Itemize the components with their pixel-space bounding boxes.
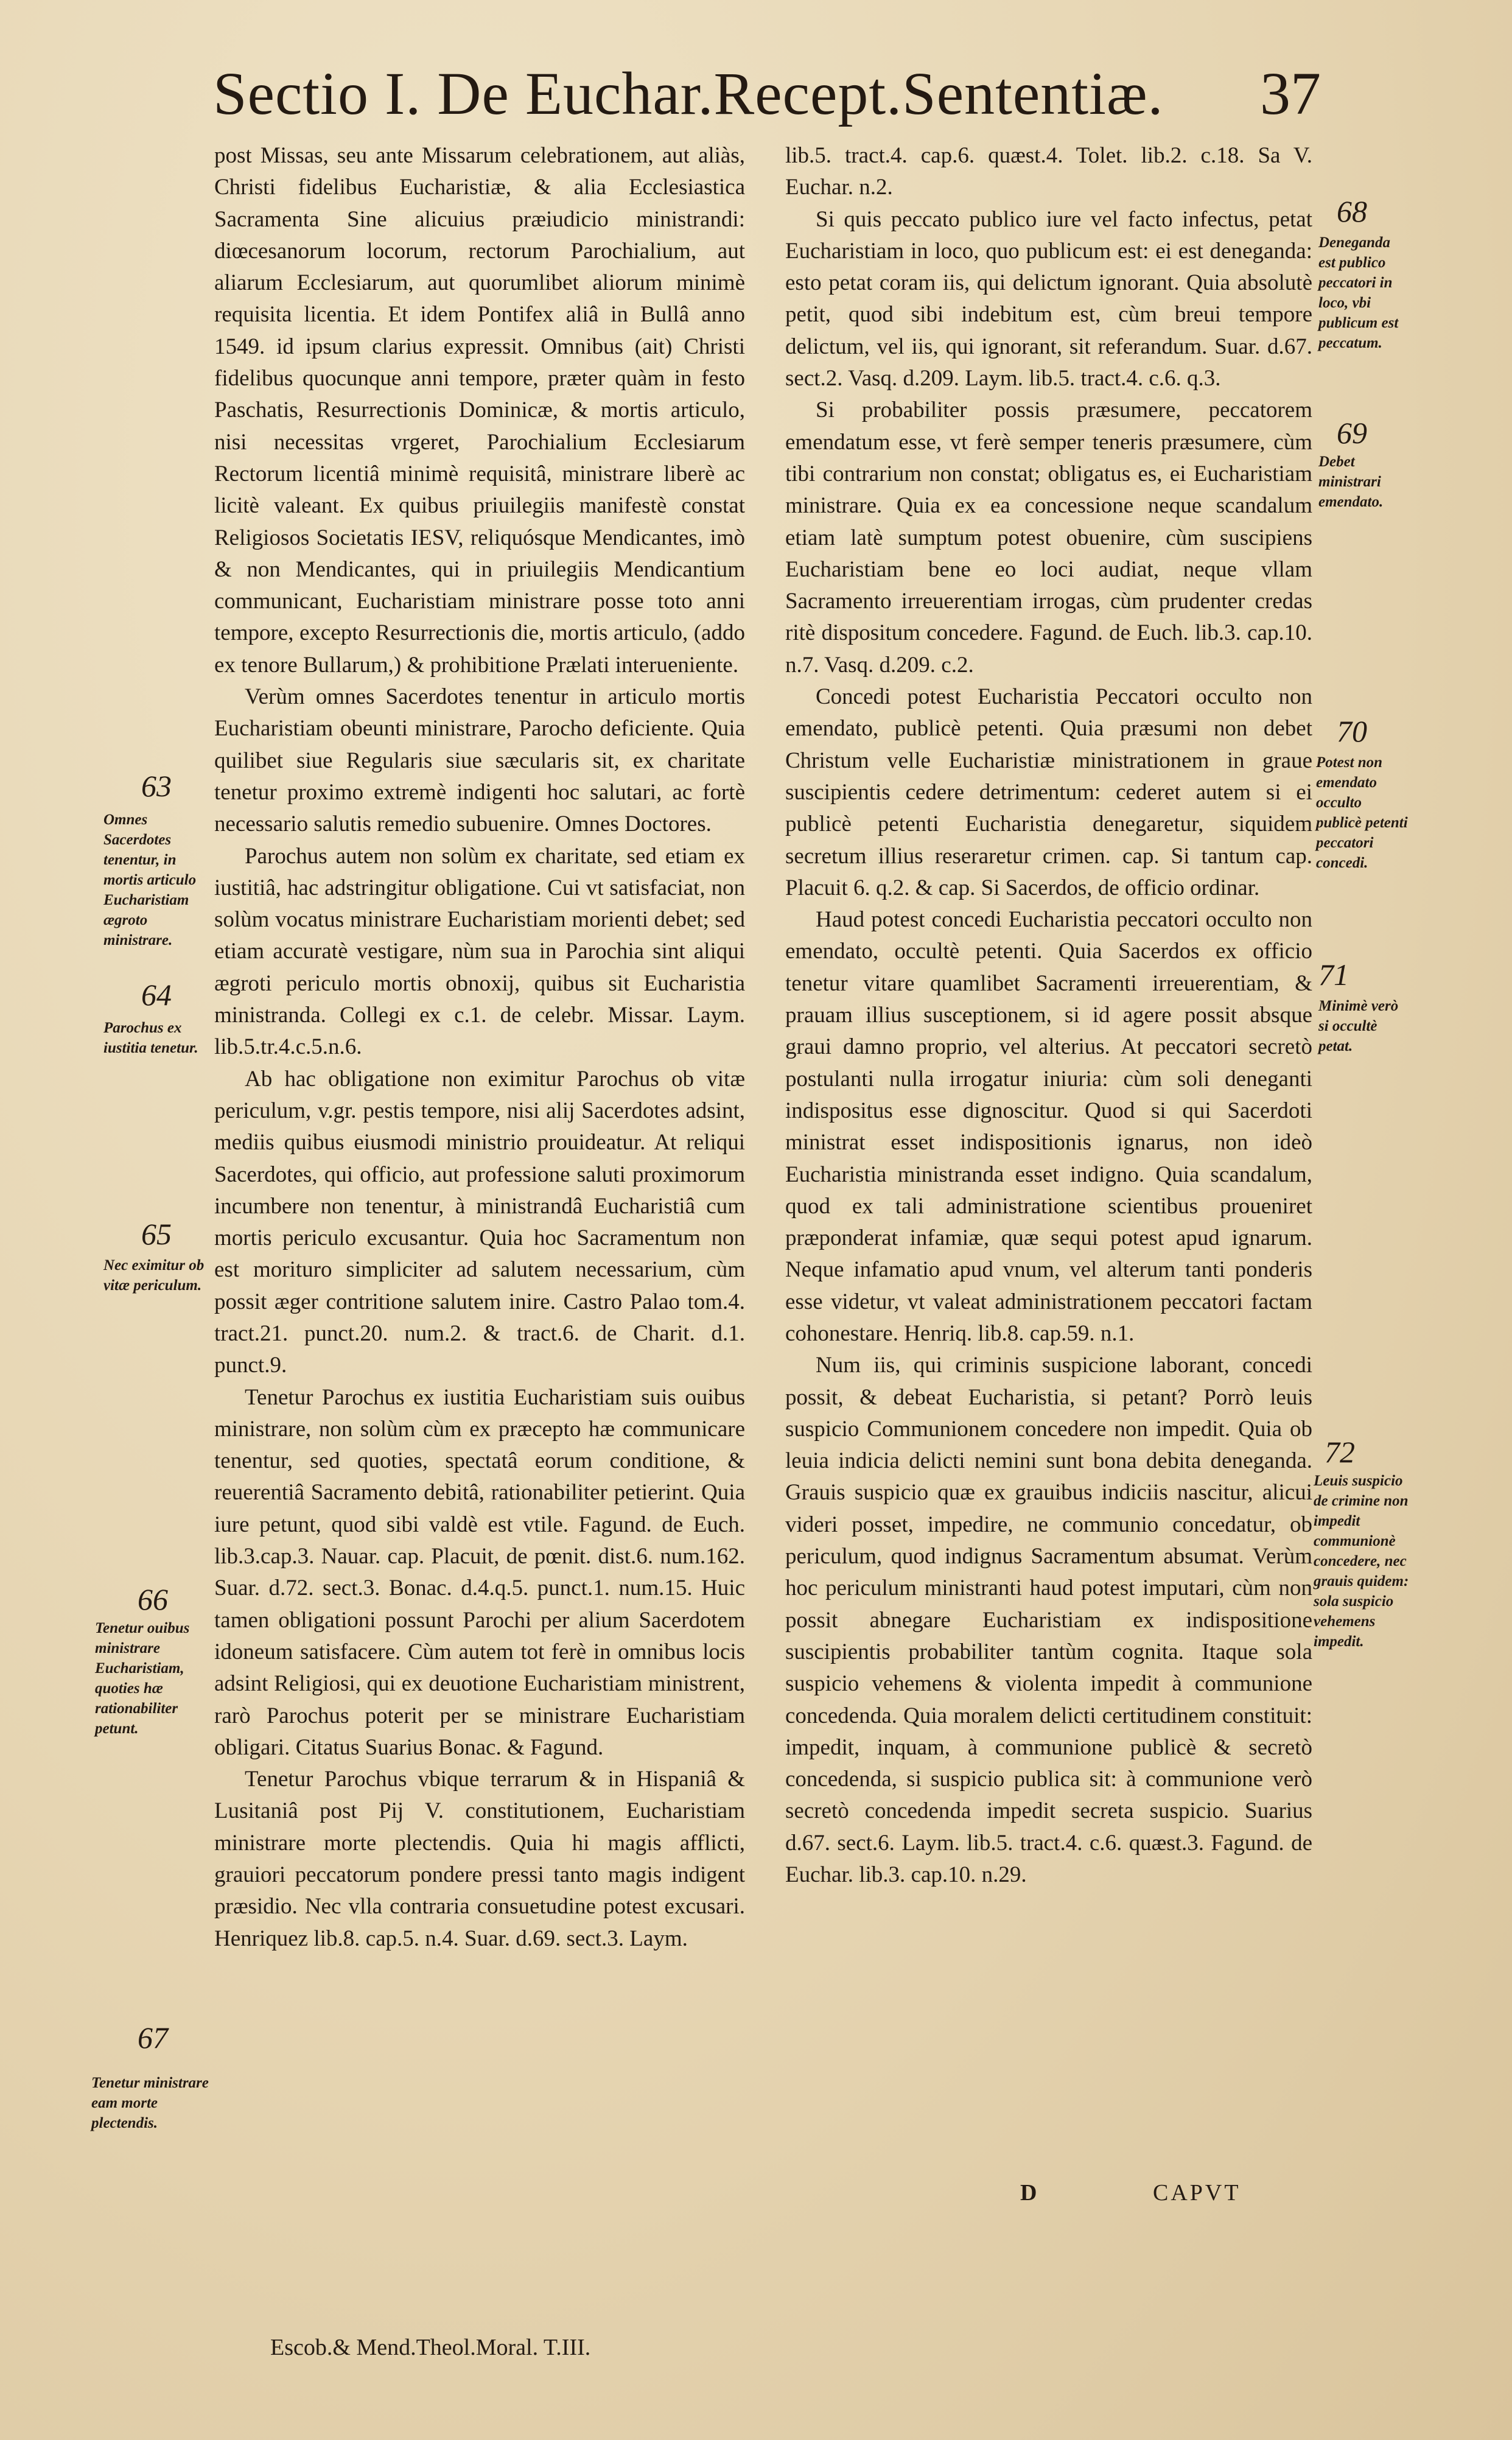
footer-continuation: Escob.& Mend.Theol.Moral. T.III. — [270, 2335, 591, 2360]
section-number: 71 — [1318, 958, 1349, 992]
paragraph: Num iis, qui criminis suspicione laborant, concedi possit, & debeat Eucharistia, si petant? Porrò leuis suspicio Communionem concedere non impedit. Quia ob leuia indicia delicti nemini sunt bona debita deneganda. Grauis suspicio quæ ex grauibus indiciis nascitur, alicui videri posset, impedire, ne communio concedatur, ob periculum, quod indignus Sacramentum absumat. Verùm hoc periculum ministranti haud potest imputari, cùm non possit abnegare Eucharistiam ex indispositione suscipientis probabiliter tantùm cognita. Itaque sola suspicio vehemens & violenta impedit à communione concedenda. Quia moralem delicti certitudinem constituit: impedit, inquam, à communione publicè & secretò concedenda, si suspicio publica sit: à communione verò secretò concedenda impedit secreta suspicio. Suarius d.67. sect.6. Laym. lib.5. tract.4. c.6. quæst.3. Fagund. de Euchar. lib.3. cap.10. n.29. — [785, 1353, 1312, 1888]
section-number: 70 — [1337, 714, 1367, 748]
section-number: 65 — [141, 1217, 172, 1251]
paragraph: lib.5. tract.4. cap.6. quæst.4. Tolet. lib.2. c.18. Sa V. Euchar. n.2. — [785, 143, 1312, 200]
running-title: Sectio I. De Euchar.Recept.Sententiæ. — [213, 60, 1164, 127]
margin-note: Potest non emendato occulto publicè petenti peccatori concedi. — [1316, 754, 1408, 871]
section-number: 72 — [1325, 1435, 1355, 1469]
paragraph: Tenetur Parochus vbique terrarum & in Hispaniâ & Lusitaniâ post Pij V. constitutionem, Eucharistiam ministrare morte plectendis. Quia hi magis afflicti, grauiori peccatorum pondere pressi tanto magis indigent præsidio. Nec vlla contraria consuetudine potest excusari. Henriquez lib.8. cap.5. n.4. Suar. d.69. sect.3. Laym. — [214, 1767, 745, 1951]
margin-note: Debet ministrari emendato. — [1318, 454, 1384, 510]
margin-note: Leuis suspicio de crimine non impedit communionè concedere, nec grauis quidem: sola suspicio vehemens impedit. — [1314, 1473, 1409, 1650]
paragraph: Ab hac obligatione non eximitur Parochus ob vitæ periculum, v.gr. pestis tempore, nisi alij Sacerdotes adsint, mediis quibus eiusmodi ministrio prouideatur. At reliqui Sacerdotes, qui officio, aut professione saluti proximorum incumbere non tenentur, à ministrandâ Eucharistiâ cum mortis periculo excusantur. Quia hoc Sacramentum non est morituro simpliciter ad salutem necessarium, cùm possit æger contritione salutem inire. Castro Palao tom.4. tract.21. punct.20. num.2. & tract.6. de Charit. d.1. punct.9. — [214, 1066, 745, 1378]
paragraph: Parochus autem non solùm ex charitate, sed etiam ex iustitiâ, hac adstringitur obligatione. Cui vt satisfaciat, non solùm vocatus ministrare Eucharistiam morienti debet; sed etiam accuratè vestigare, nùm sua in Parochia sint aliqui ægroti periculo mortis obnoxij, quibus sit Eucharistia ministranda. Collegi ex c.1. de celebr. Missar. Laym. lib.5.tr.4.c.5.n.6. — [214, 843, 745, 1060]
margin-note: Tenetur ouibus ministrare Eucharistiam, quoties hæ rationabiliter petunt. — [95, 1620, 190, 1737]
margin-note: Tenetur ministrare eam morte plectendis. — [91, 2075, 209, 2131]
paragraph: Haud potest concedi Eucharistia peccatori occulto non emendato, occultè petenti. Quia Sacerdos ex officio tenetur vitare quamlibet Sacramenti irreuerentiam, & prauam illius susceptionem, si id agere possit absque graui damno proprio, vel alterius. At peccatori secretò postulanti nulla irrogatur iniuria: cùm soli deneganti indispositus esse dignoscitur. Quod si qui Sacerdoti ministrat esset indispositionis ignarus, non ideò Eucharistia ministranda esset indigno. Quia scandalum, quod ex tali administratione scientibus proueniret præponderat infamiæ, quæ sequi potest apud ignarum. Neque infamatio apud vnum, vel alterum tanti ponderis esse videtur, vt valeat administrationem peccatori factam cohonestare. Henriq. lib.8. cap.59. n.1. — [785, 907, 1312, 1346]
paragraph: Verùm omnes Sacerdotes tenentur in articulo mortis Eucharistiam obeunti ministrare, Parocho deficiente. Quia quilibet siue Regularis siue sæcularis sit, ex charitate tenetur proximo extremè indigenti hoc salutari, ac fortè necessario salutis remedio subuenire. Omnes Doctores. — [214, 684, 745, 837]
margin-note: Omnes Sacerdotes tenentur, in mortis articulo Eucharistiam ægroto ministrare. — [103, 812, 197, 948]
page-number: 37 — [1260, 60, 1321, 127]
section-number: 63 — [141, 769, 172, 803]
margin-note: Deneganda est publico peccatori in loco, vbi publicum est peccatum. — [1318, 234, 1399, 351]
section-number: 66 — [138, 1582, 168, 1616]
paragraph: Tenetur Parochus ex iustitia Eucharistiam suis ouibus ministrare, non solùm cùm ex præcepto hæ communicare tenentur, sed quoties, spectatâ eorum conditione, & reuerentiâ Sacramento debitâ, rationabiliter petierint. Quia iure petunt, quod sibi valdè est vtile. Fagund. de Euch. lib.3.cap.3. Nauar. cap. Placuit, de pœnit. dist.6. num.162. Suar. d.72. sect.3. Bonac. d.4.q.5. punct.1. num.15. Huic tamen obligationi possunt Parochi per alium Sacerdotem idoneum satisfacere. Cùm autem tot ferè in omnibus locis adsint Religiosi, qui ex deuotione Eucharistiam ministrent, rarò Parochus poterit per se ministrare Eucharistiam obligari. Citatus Suarius Bonac. & Fagund. — [214, 1384, 745, 1760]
left-column — [214, 140, 745, 1955]
paragraph: post Missas, seu ante Missarum celebrationem, aut aliàs, Christi fidelibus Eucharistiæ, & alia Ecclesiastica Sacramenta Sine alicuius præiudicio ministrandi: diœcesanorum locorum, rectorum Parochialium, aut aliarum Ecclesiarum, aut quorumlibet aliorum minimè requisita licentia. Et idem Pontifex aliâ in Bullâ anno 1549. id ipsum clarius expressit. Omnibus (ait) Christi fidelibus quocunque anni tempore, præter quàm in festo Paschatis, Resurrectionis Dominicæ, & mortis articulo, nisi necessitas vrgeret, Parochialium Ecclesiarum Rectorum licentiâ minimè requisitâ, ministrare liberè ac licitè valeant. Ex quibus priuilegiis manifestè constat Religiosos Societatis IESV, reliquósque Mendicantes, imò & non Mendicantes, qui in priuilegiis Mendicantium communicant, Eucharistiam ministrare posse toto anni tempore, excepto Resurrectionis die, mortis articulo, (addo ex tenore Bullarum,) & prohibitione Prælati interueniente. — [214, 143, 745, 678]
section-number: 68 — [1337, 194, 1367, 228]
margin-note: Minimè verò si occultè petat. — [1318, 998, 1399, 1054]
margin-note: Parochus ex iustitia tenetur. — [103, 1020, 198, 1056]
section-number: 69 — [1337, 416, 1367, 450]
section-number: 64 — [141, 978, 172, 1012]
right-column — [785, 140, 1312, 1891]
paragraph: Concedi potest Eucharistia Peccatori occulto non emendato, publicè petenti. Quia præsumi non debet Christum velle Eucharistiæ ministrationem in graue suscipientis cedere detrimentum: cederet autem si ei publicè petenti Eucharistia denegaretur, siquidem secretum illius reseraretur crimen. cap. Si tantum cap. Placuit 6. q.2. & cap. Si Sacerdos, de officio ordinar. — [785, 684, 1312, 900]
catchword: CAPVT — [1153, 2180, 1241, 2206]
paragraph: Si probabiliter possis præsumere, peccatorem emendatum esse, vt ferè semper teneris præsumere, cùm tibi contrarium non constat; obligatus es, ei Eucharistiam ministrare. Quia ex ea concessione neque scandalum etiam latè sumptum potest obuenire, cùm suscipiens Eucharistiam bene eo loci audiat, neque vllam Sacramento irreuerentiam irrogas, cùm prudenter credas ritè dispositum concedere. Fagund. de Euch. lib.3. cap.10. n.7. Vasq. d.209. c.2. — [785, 398, 1312, 678]
paragraph: Si quis peccato publico iure vel facto infectus, petat Eucharistiam in loco, quo publicum est: ei est deneganda: esto petat coram iis, qui delictum ignorant. Quia absolutè petit, quod sibi indebitum est, cùm breui tempore delictum, vel iis, qui ignorant, sit referandum. Suar. d.67. sect.2. Vasq. d.209. Laym. lib.5. tract.4. c.6. q.3. — [785, 206, 1312, 391]
margin-note: Nec eximitur ob vitæ periculum. — [103, 1257, 205, 1294]
section-number: 67 — [138, 2021, 168, 2055]
signature-mark: D — [1020, 2180, 1037, 2206]
running-header — [213, 58, 1321, 131]
